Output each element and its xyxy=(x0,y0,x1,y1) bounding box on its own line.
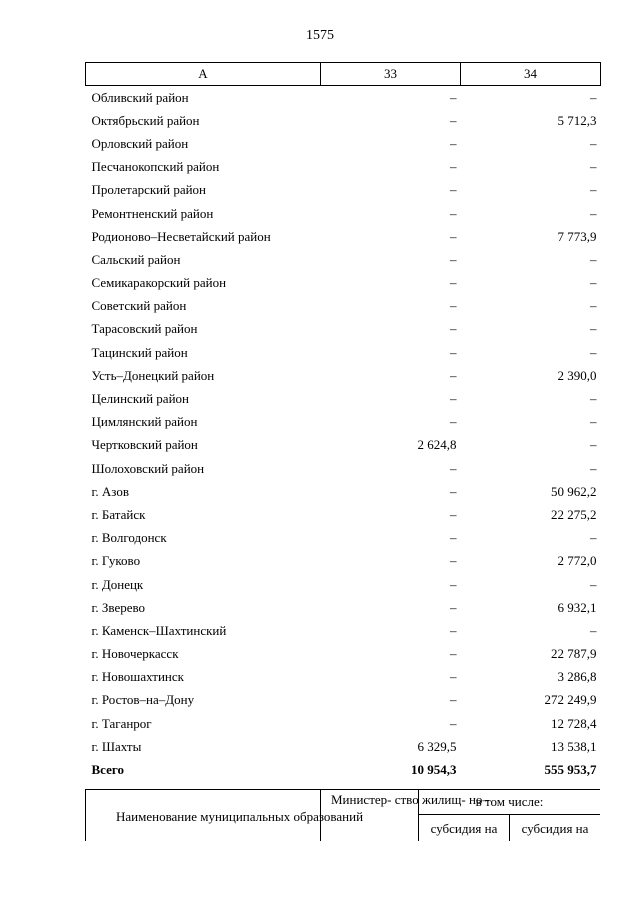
row-name: г. Зверево xyxy=(91,599,146,615)
table-row xyxy=(86,689,601,712)
row-value-34: 22 275,2 xyxy=(551,506,597,522)
table-row xyxy=(86,387,601,410)
table-row xyxy=(86,202,601,225)
table-row xyxy=(86,86,601,110)
row-value-33: – xyxy=(450,275,457,291)
header-including: в том числе: xyxy=(419,790,601,815)
row-name: Обливский район xyxy=(91,89,189,105)
table-row xyxy=(86,573,601,596)
row-name: Ремонтненский район xyxy=(91,205,214,221)
table-row xyxy=(86,480,601,503)
row-name: Семикаракорский район xyxy=(91,275,227,291)
table-row xyxy=(86,248,601,271)
header-municipal-names: Наименование муниципальных образований xyxy=(86,790,321,842)
row-name: Чертковский район xyxy=(91,437,198,453)
row-value-33: – xyxy=(450,715,457,731)
row-value-34: 50 962,2 xyxy=(551,483,597,499)
row-value-34: – xyxy=(590,576,597,592)
row-value-33: – xyxy=(450,344,457,360)
row-value-34: – xyxy=(590,298,597,314)
row-name: Усть–Донецкий район xyxy=(91,367,215,383)
row-value-34: – xyxy=(590,135,597,151)
row-name: г. Новошахтинск xyxy=(91,669,184,685)
table-row xyxy=(86,411,601,434)
table-row xyxy=(86,318,601,341)
table-row xyxy=(86,666,601,689)
row-name: Орловский район xyxy=(91,135,189,151)
row-value-34: 12 728,4 xyxy=(551,715,597,731)
row-value-34: 272 249,9 xyxy=(544,692,597,708)
row-value-34: – xyxy=(590,89,597,105)
row-value-33: – xyxy=(450,205,457,221)
row-name: Всего xyxy=(91,762,124,778)
row-value-34: – xyxy=(590,251,597,267)
table-row xyxy=(86,295,601,318)
row-value-34: – xyxy=(590,275,597,291)
row-name: Целинский район xyxy=(91,391,189,407)
row-name: г. Ростов–на–Дону xyxy=(91,692,195,708)
row-value-33: – xyxy=(450,321,457,337)
row-name: г. Батайск xyxy=(91,506,146,522)
row-name: Пролетарский район xyxy=(91,182,207,198)
header-ministry: Министер- ство жилищ- но– xyxy=(321,790,419,842)
row-value-33: – xyxy=(450,599,457,615)
row-value-33: – xyxy=(450,251,457,267)
header-subsidy-2: субсидия на xyxy=(510,815,601,842)
table-header-row xyxy=(86,63,601,86)
table-row xyxy=(86,156,601,179)
table-row xyxy=(86,364,601,387)
row-name: г. Волгодонск xyxy=(91,530,167,546)
table-row xyxy=(86,457,601,480)
table-row xyxy=(86,643,601,666)
row-value-34: 7 773,9 xyxy=(557,228,597,244)
table-row xyxy=(86,132,601,155)
row-value-33: – xyxy=(450,692,457,708)
row-value-34: – xyxy=(590,321,597,337)
row-name: Шолоховский район xyxy=(91,460,205,476)
row-value-33: – xyxy=(450,530,457,546)
table-row xyxy=(86,179,601,202)
row-value-33: – xyxy=(450,228,457,244)
table-row xyxy=(86,434,601,457)
row-value-33: – xyxy=(450,483,457,499)
row-value-34: – xyxy=(590,622,597,638)
table-row xyxy=(86,341,601,364)
row-name: г. Таганрог xyxy=(91,715,152,731)
row-value-34: – xyxy=(590,159,597,175)
row-value-33: – xyxy=(450,298,457,314)
row-value-33: – xyxy=(450,159,457,175)
row-value-34: 22 787,9 xyxy=(551,646,597,662)
row-value-34: – xyxy=(590,460,597,476)
row-value-33: – xyxy=(450,182,457,198)
row-value-33: – xyxy=(450,646,457,662)
row-value-34: 6 932,1 xyxy=(557,599,597,615)
row-name: Октябрьский район xyxy=(91,112,200,128)
row-value-34: – xyxy=(590,414,597,430)
row-value-34: – xyxy=(590,530,597,546)
row-name: Тарасовский район xyxy=(91,321,198,337)
row-value-33: 6 329,5 xyxy=(417,738,457,754)
table-row xyxy=(86,225,601,248)
row-value-33: 2 624,8 xyxy=(417,437,457,453)
table-row xyxy=(86,619,601,642)
row-value-33: – xyxy=(450,553,457,569)
row-value-33: – xyxy=(450,669,457,685)
row-value-34: 2 390,0 xyxy=(557,367,597,383)
row-name: г. Новочеркасск xyxy=(91,646,179,662)
table-row xyxy=(86,272,601,295)
row-name: Родионово–Несветайский район xyxy=(91,228,271,244)
row-value-33: – xyxy=(450,576,457,592)
total-row xyxy=(86,758,601,781)
row-name: Советский район xyxy=(91,298,187,314)
table-row xyxy=(86,550,601,573)
table-row xyxy=(86,596,601,619)
row-name: Тацинский район xyxy=(91,344,188,360)
header-col-34: 34 xyxy=(461,63,601,86)
row-name: г. Азов xyxy=(91,483,129,499)
header-col-a: А xyxy=(86,63,321,86)
table-row xyxy=(86,527,601,550)
row-name: Цимлянский район xyxy=(91,414,198,430)
row-value-33: – xyxy=(450,460,457,476)
next-table-header xyxy=(85,789,600,841)
row-value-34: 13 538,1 xyxy=(551,738,597,754)
row-value-33: – xyxy=(450,112,457,128)
row-value-34: 555 953,7 xyxy=(544,762,597,778)
data-table xyxy=(85,62,600,782)
row-name: г. Гуково xyxy=(91,553,141,569)
row-value-33: – xyxy=(450,135,457,151)
row-value-34: 5 712,3 xyxy=(557,112,597,128)
row-value-33: – xyxy=(450,391,457,407)
row-value-34: – xyxy=(590,182,597,198)
row-name: г. Шахты xyxy=(91,738,142,754)
table-row xyxy=(86,109,601,132)
table-row xyxy=(86,503,601,526)
row-value-34: 3 286,8 xyxy=(557,669,597,685)
row-value-34: – xyxy=(590,391,597,407)
row-name: Сальский район xyxy=(91,251,181,267)
table-row xyxy=(86,712,601,735)
row-value-34: 2 772,0 xyxy=(557,553,597,569)
row-value-34: – xyxy=(590,205,597,221)
row-value-34: – xyxy=(590,344,597,360)
row-name: г. Донецк xyxy=(91,576,144,592)
row-value-33: – xyxy=(450,89,457,105)
page-number: 1575 xyxy=(306,28,334,43)
row-value-33: – xyxy=(450,506,457,522)
row-name: Песчанокопский район xyxy=(91,159,220,175)
row-value-34: – xyxy=(590,437,597,453)
row-value-33: – xyxy=(450,414,457,430)
row-value-33: – xyxy=(450,622,457,638)
header-subsidy-1: субсидия на xyxy=(419,815,510,842)
table-row xyxy=(86,735,601,758)
row-name: г. Каменск–Шахтинский xyxy=(91,622,227,638)
row-value-33: – xyxy=(450,367,457,383)
row-value-33: 10 954,3 xyxy=(411,762,457,778)
header-col-33: 33 xyxy=(321,63,461,86)
